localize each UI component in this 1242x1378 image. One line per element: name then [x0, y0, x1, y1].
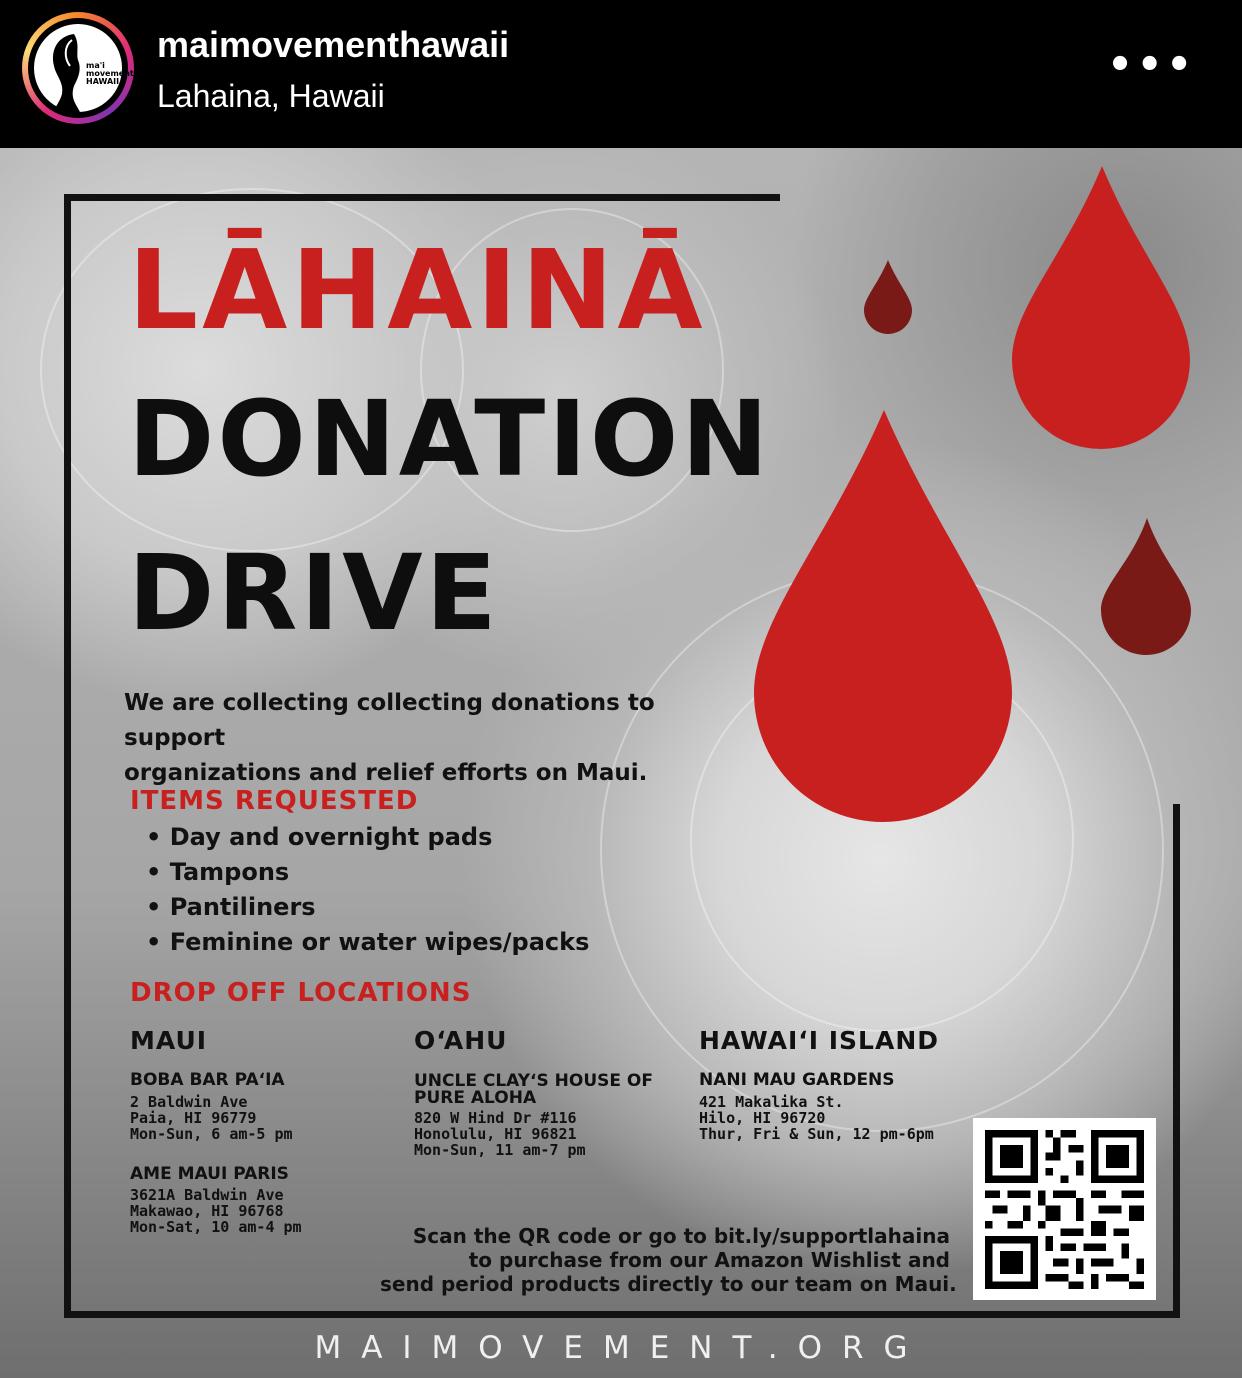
large-drop-icon — [1012, 166, 1190, 449]
drop-off-heading: DROP OFF LOCATIONS — [130, 978, 472, 1008]
location-name: AME MAUI PARIS — [130, 1164, 289, 1184]
region-maui: MAUI — [130, 1026, 208, 1055]
location-link[interactable]: Lahaina, Hawaii — [157, 78, 385, 114]
intro-line: We are collecting collecting donations to support — [124, 690, 655, 751]
location-name-line: UNCLE CLAYʻS HOUSE OF — [414, 1071, 653, 1091]
location-details — [130, 1094, 390, 1142]
website-url: MAIMOVEMENT.ORG — [314, 1330, 928, 1366]
title-drive: DRIVE — [128, 532, 500, 654]
location-name: NANI MAU GARDENS — [699, 1070, 895, 1090]
qr-code-icon — [985, 1130, 1144, 1289]
more-options-icon[interactable]: ••• — [1107, 42, 1196, 88]
post-image — [0, 148, 1242, 1378]
avatar-logo-text: ma'i movement HAWAII — [86, 61, 134, 86]
location-hours: Thur, Fri & Sun, 12 pm-6pm — [699, 1125, 934, 1143]
items-list — [146, 820, 589, 960]
scan-line: to purchase from our Amazon Wishlist and — [468, 1248, 950, 1272]
list-item: • Feminine or water wipes/packs — [146, 928, 590, 956]
medium-drop-icon — [1101, 518, 1191, 655]
scan-line: send period products directly to our team on Maui. — [380, 1272, 957, 1296]
qr-code[interactable] — [973, 1118, 1156, 1300]
location-hours: Mon-Sun, 11 am-7 pm — [414, 1141, 586, 1159]
list-item: • Pantiliners — [146, 893, 316, 921]
location-city: Paia, HI 96779 — [130, 1109, 257, 1127]
location-details — [699, 1094, 959, 1142]
region-hawaii-island: HAWAIʻI ISLAND — [699, 1026, 940, 1055]
location-details — [414, 1110, 674, 1158]
scan-instructions — [380, 1224, 957, 1296]
location-hours: Mon-Sun, 6 am-5 pm — [130, 1125, 293, 1143]
avatar-logo — [34, 24, 134, 112]
intro-text — [124, 686, 744, 791]
title-lahaina: LĀHAINĀ — [128, 226, 707, 354]
intro-line: organizations and relief efforts on Maui. — [124, 760, 648, 786]
location-name-line: PURE ALOHA — [414, 1088, 537, 1108]
location-details — [130, 1187, 390, 1235]
post-header — [0, 0, 1242, 148]
location-address: 2 Baldwin Ave — [130, 1093, 248, 1111]
list-item: • Tampons — [146, 858, 290, 886]
location-city: Honolulu, HI 96821 — [414, 1125, 577, 1143]
location-address: 421 Makalika St. — [699, 1093, 844, 1111]
location-name: BOBA BAR PAʻIA — [130, 1070, 285, 1090]
list-item: • Day and overnight pads — [146, 823, 493, 851]
location-city: Hilo, HI 96720 — [699, 1109, 826, 1127]
items-requested-heading: ITEMS REQUESTED — [130, 786, 419, 816]
small-drop-icon — [864, 260, 912, 334]
region-oahu: OʻAHU — [414, 1026, 508, 1055]
main-drop-icon — [754, 410, 1012, 822]
location-hours: Mon-Sat, 10 am-4 pm — [130, 1218, 302, 1236]
profile-avatar[interactable] — [22, 12, 134, 124]
location-address: 3621A Baldwin Ave — [130, 1186, 284, 1204]
location-city: Makawao, HI 96768 — [130, 1202, 284, 1220]
location-name — [414, 1073, 654, 1107]
location-address: 820 W Hind Dr #116 — [414, 1109, 577, 1127]
scan-line: Scan the QR code or go to bit.ly/supportlahaina — [412, 1224, 950, 1248]
title-donation: DONATION — [128, 378, 772, 500]
username-link[interactable]: maimovementhawaii — [157, 24, 510, 65]
